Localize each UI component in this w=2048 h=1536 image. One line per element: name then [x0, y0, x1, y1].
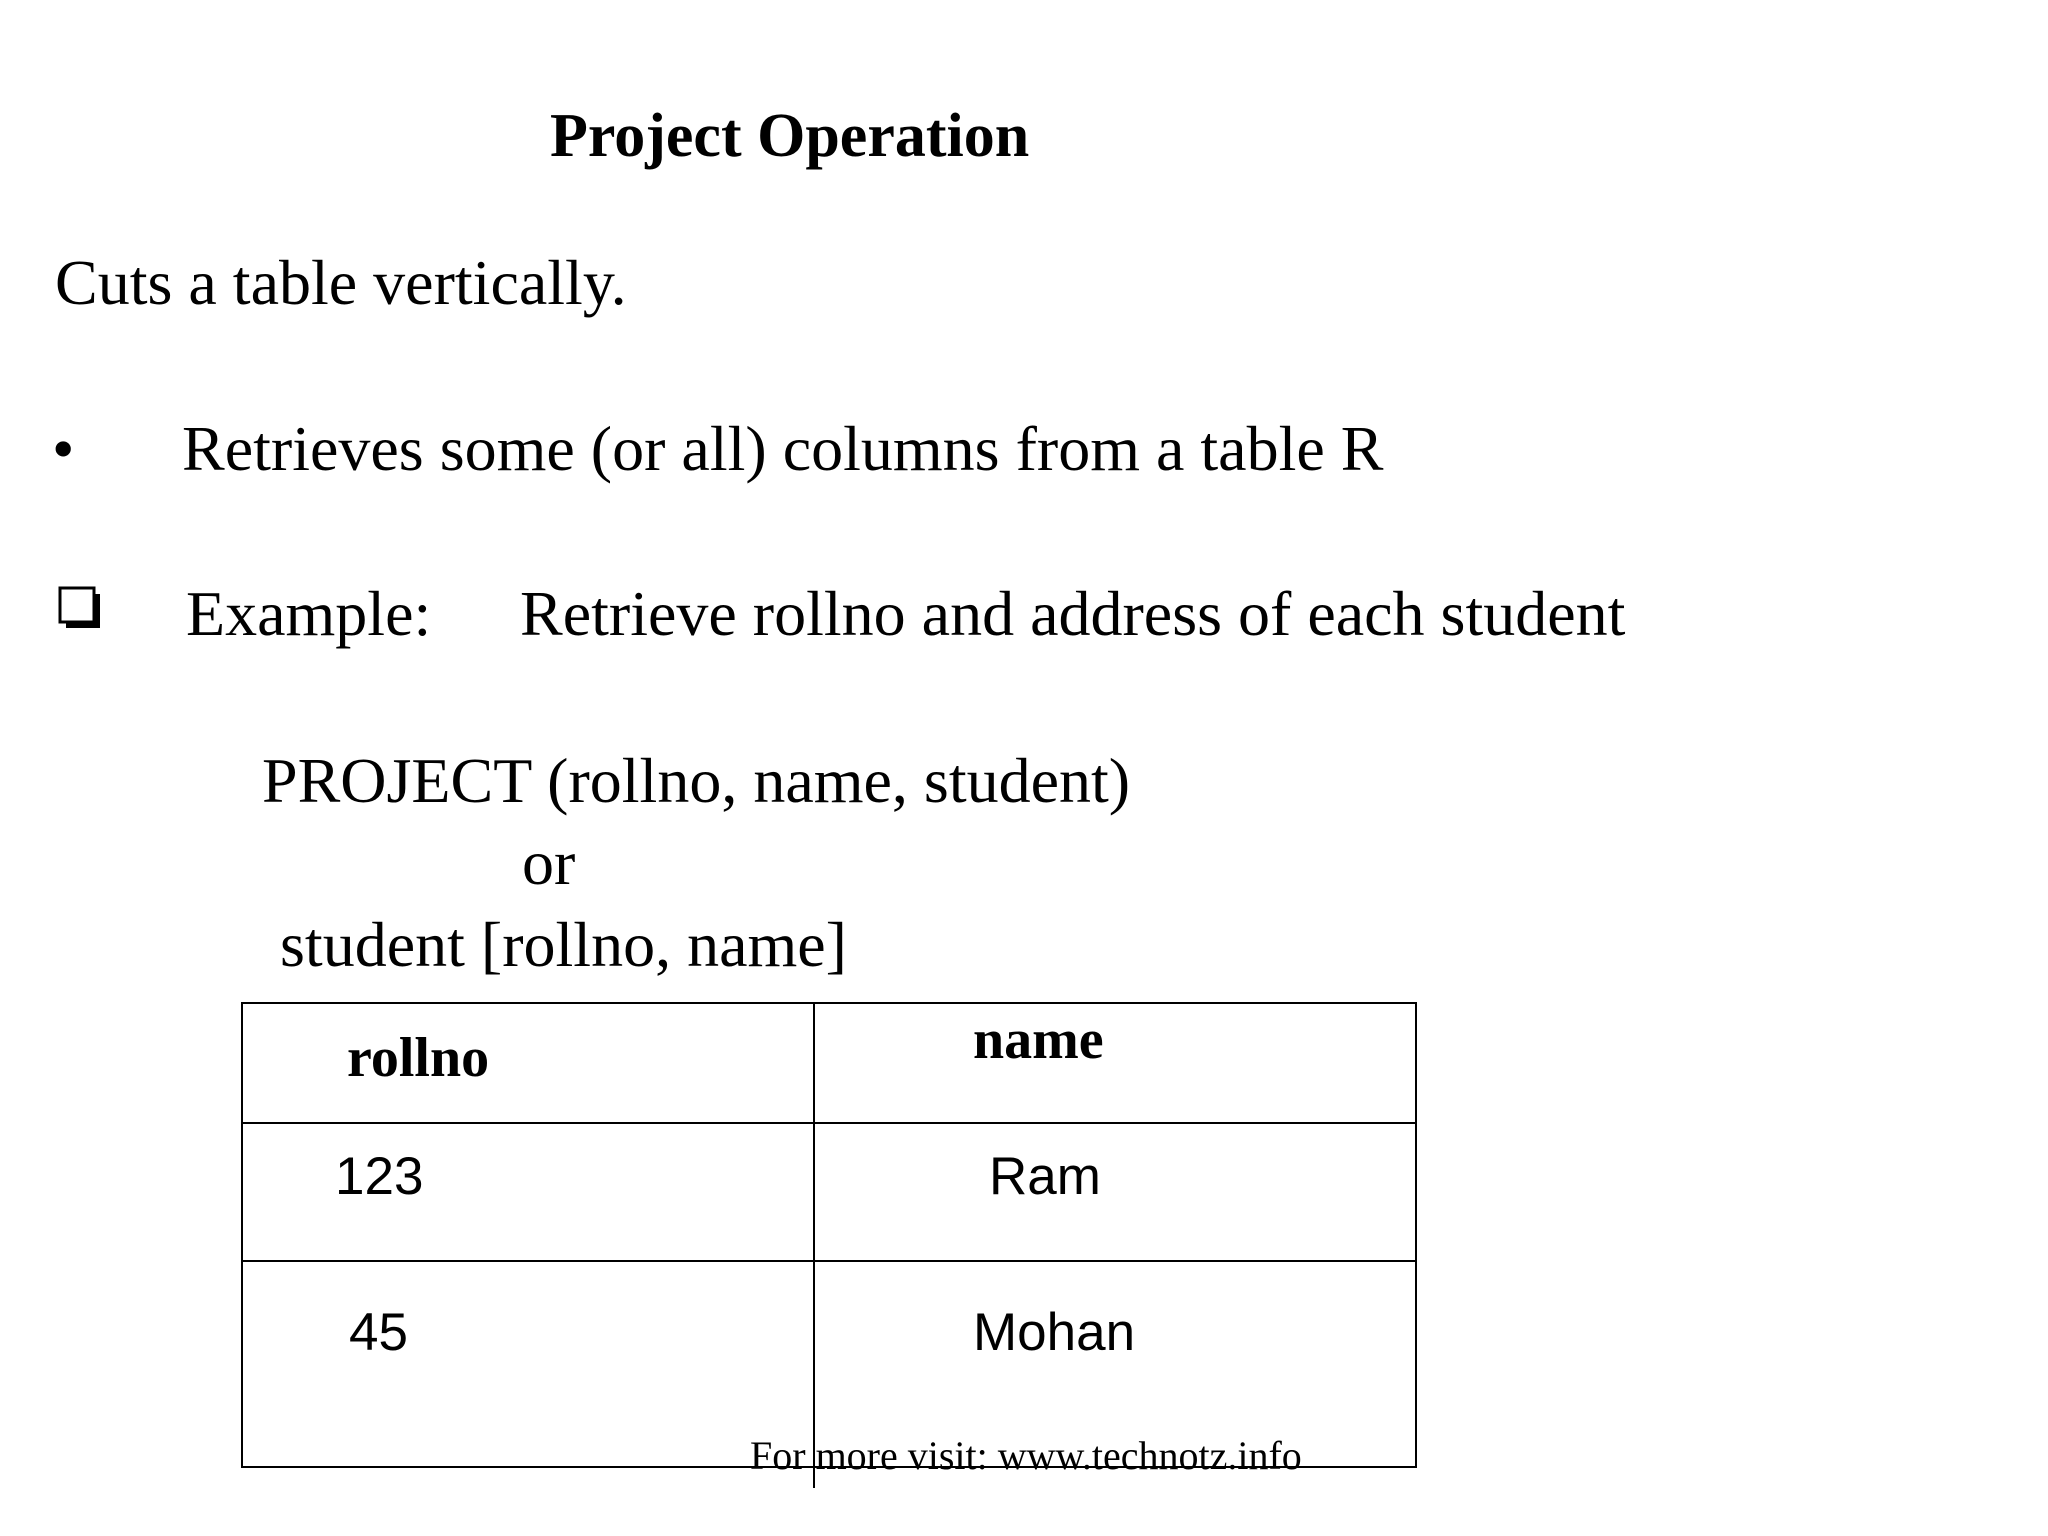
- example-label: Example:: [186, 578, 432, 649]
- table-divider: [243, 1122, 1415, 1124]
- project-expression: PROJECT (rollno, name, student): [262, 745, 1131, 816]
- table-cell: 45: [349, 1303, 408, 1362]
- table-cell: Mohan: [973, 1303, 1136, 1362]
- table-cell: Ram: [989, 1147, 1101, 1206]
- checkbox-icon: [58, 586, 102, 630]
- bracket-expression: student [rollno, name]: [280, 909, 847, 980]
- table-column-divider: [813, 1004, 815, 1488]
- table-header-name: name: [973, 1009, 1104, 1071]
- intro-text: Cuts a table vertically.: [55, 247, 627, 318]
- bullet-text: Retrieves some (or all) columns from a table R: [182, 413, 1384, 484]
- footer-text: For more visit: www.technotz.info: [750, 1433, 1302, 1478]
- table-header-rollno: rollno: [347, 1027, 490, 1089]
- or-text: or: [522, 827, 576, 898]
- slide-title: Project Operation: [550, 102, 1030, 170]
- bullet-marker: •: [52, 413, 75, 484]
- table-divider: [243, 1260, 1415, 1262]
- example-text: Retrieve rollno and address of each student: [520, 578, 1626, 649]
- result-table: [241, 1002, 1417, 1468]
- table-cell: 123: [335, 1147, 424, 1206]
